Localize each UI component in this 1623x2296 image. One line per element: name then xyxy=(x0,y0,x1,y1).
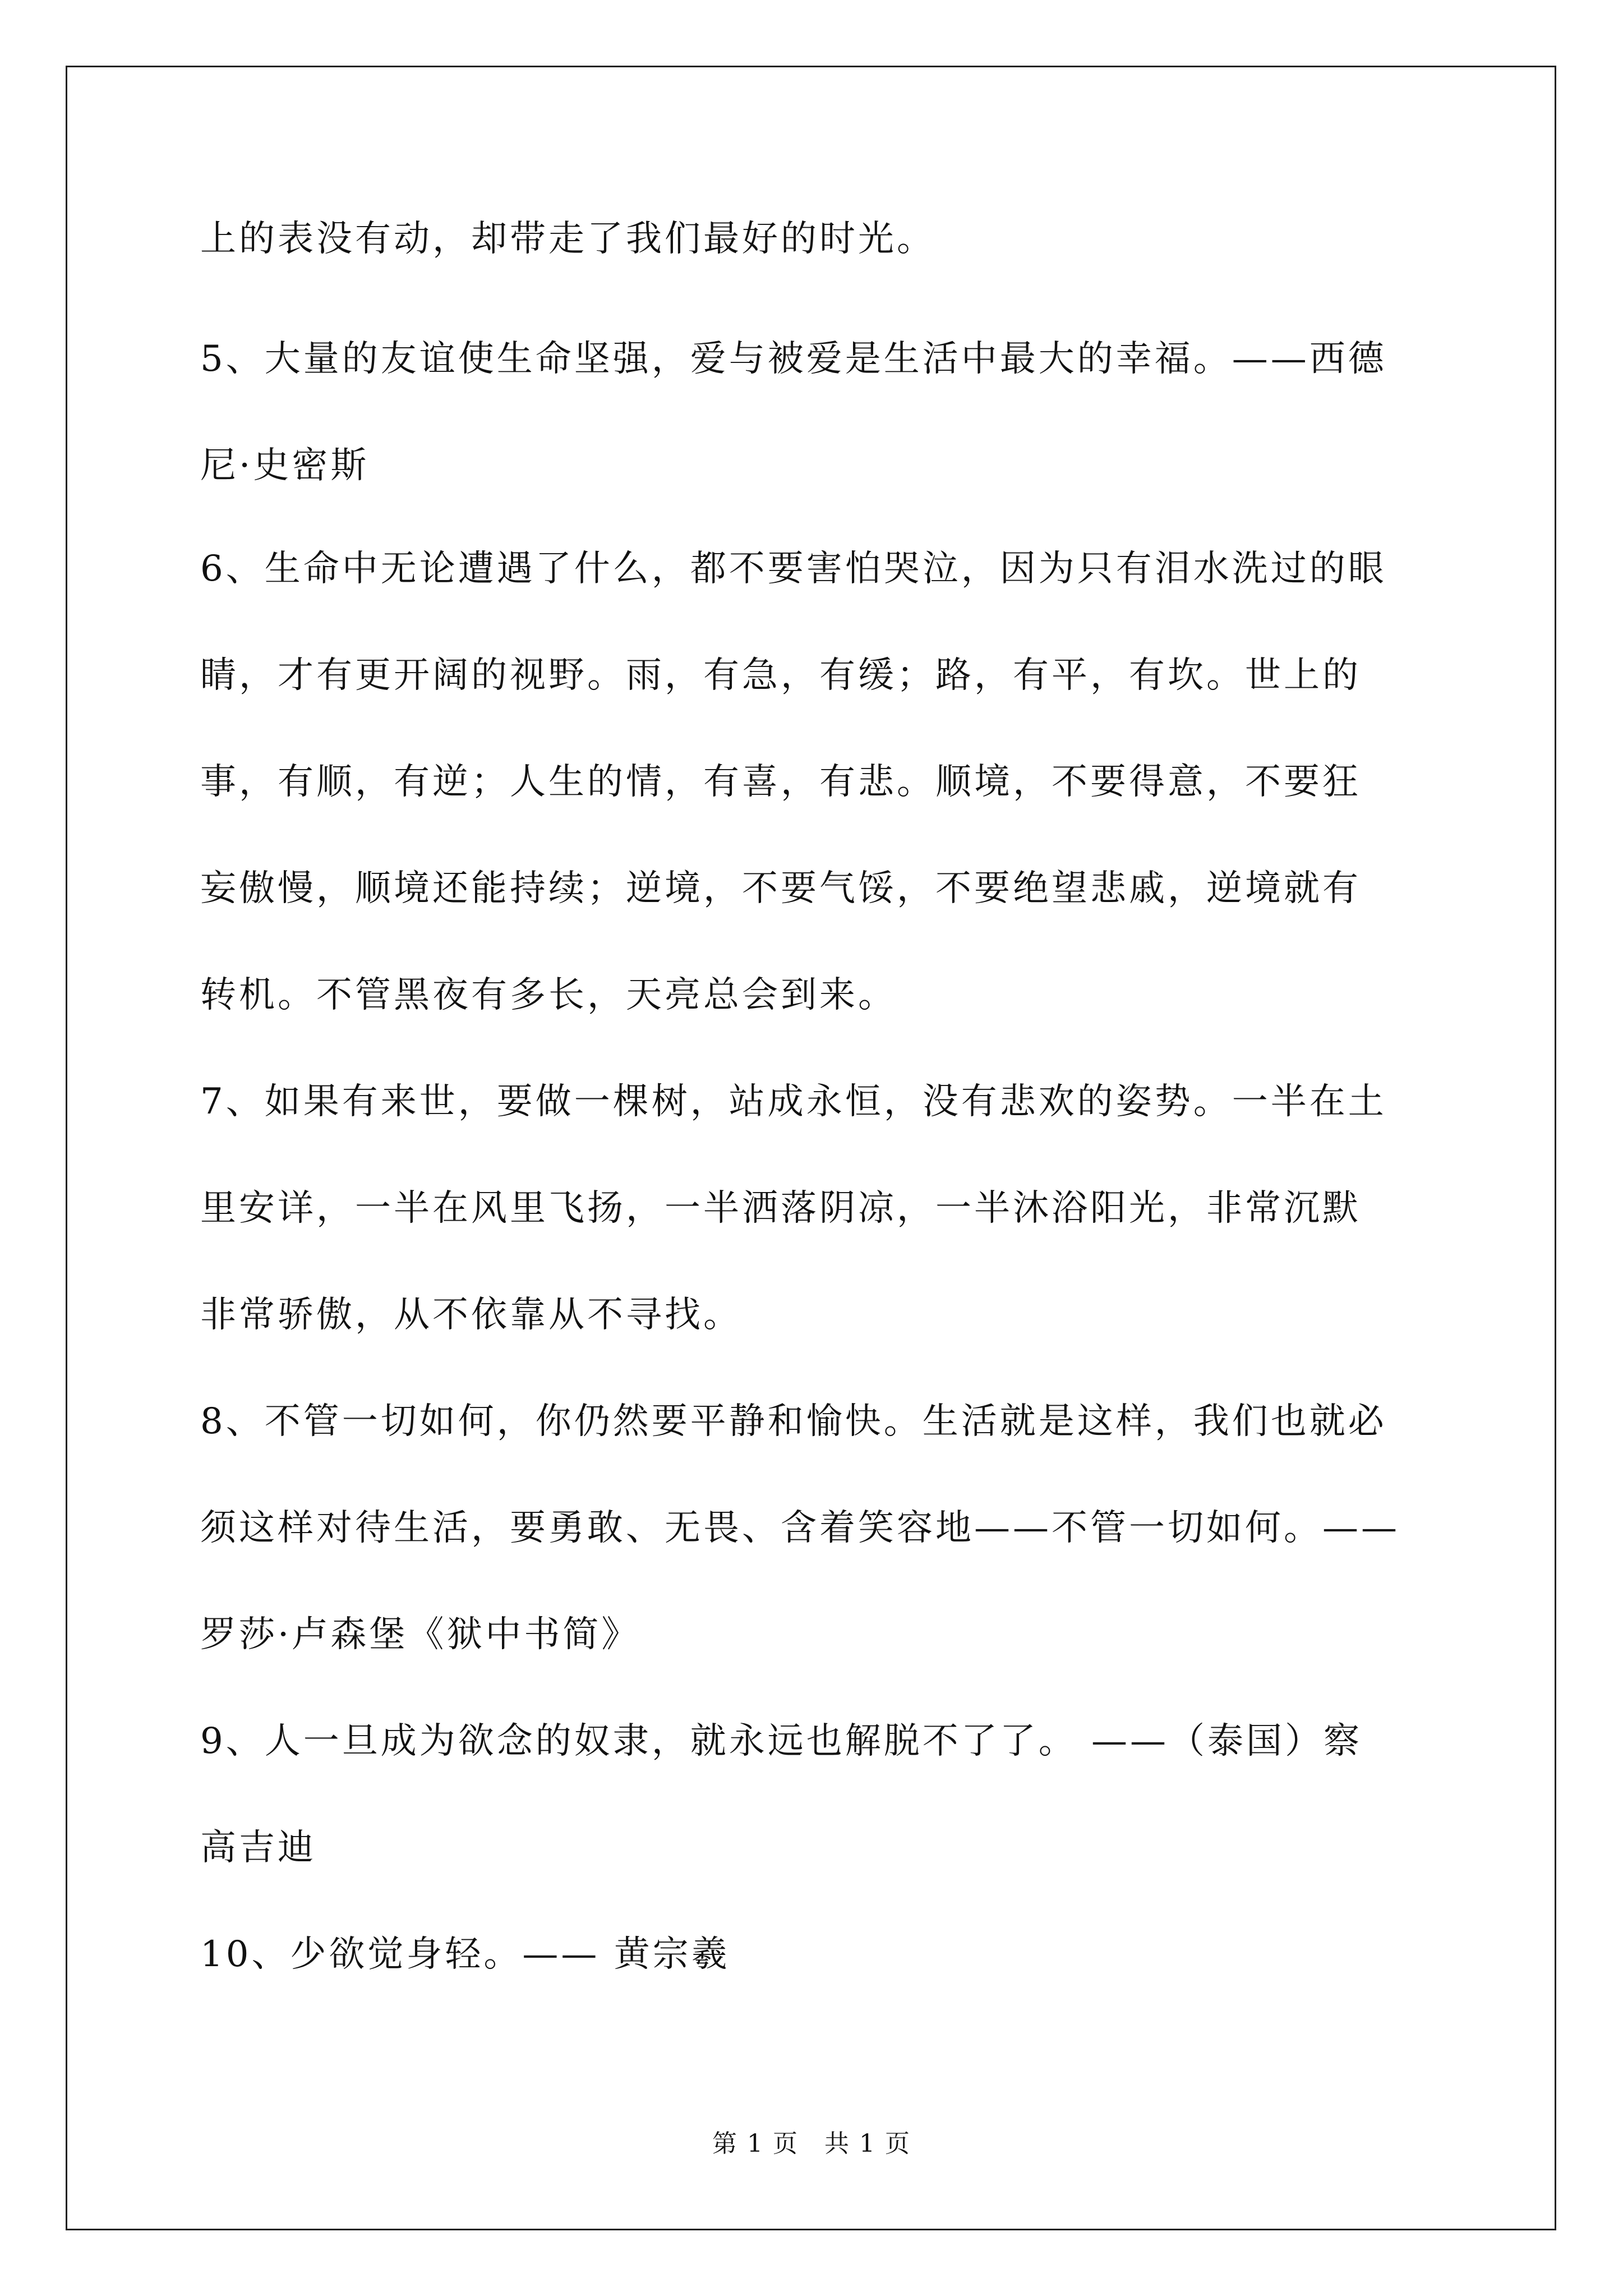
text-line: 5、大量的友谊使生命坚强，爱与被爱是生活中最大的幸福。——西德 xyxy=(200,338,1387,380)
text-line: 上的表没有动，却带走了我们最好的时光。 xyxy=(200,218,935,260)
text-line: 9、人一旦成为欲念的奴隶，就永远也解脱不了了。 ——（泰国）察 xyxy=(200,1720,1363,1762)
text-line: 6、生命中无论遭遇了什么，都不要害怕哭泣，因为只有泪水洗过的眼 xyxy=(200,548,1387,590)
text-line: 睛，才有更开阔的视野。雨，有急，有缓；路，有平，有坎。世上的 xyxy=(200,655,1361,696)
text-line: 7、如果有来世，要做一棵树，站成永恒，没有悲欢的姿势。一半在土 xyxy=(200,1081,1387,1122)
text-line: 妄傲慢，顺境还能持续；逆境，不要气馁，不要绝望悲戚，逆境就有 xyxy=(200,868,1361,909)
text-line: 非常骄傲，从不依靠从不寻找。 xyxy=(200,1294,742,1336)
text-line: 10、少欲觉身轻。—— 黄宗羲 xyxy=(200,1934,730,1975)
text-line: 转机。不管黑夜有多长，天亮总会到来。 xyxy=(200,974,897,1016)
text-line: 8、不管一切如何，你仍然要平静和愉快。生活就是这样，我们也就必 xyxy=(200,1401,1387,1442)
text-line: 罗莎·卢森堡《狱中书简》 xyxy=(200,1614,640,1655)
page-border xyxy=(66,66,1556,2230)
text-line: 尼·史密斯 xyxy=(200,445,370,486)
text-line: 事，有顺，有逆；人生的情，有喜，有悲。顺境，不要得意，不要狂 xyxy=(200,761,1361,803)
text-line: 须这样对待生活，要勇敢、无畏、含着笑容地——不管一切如何。—— xyxy=(200,1507,1400,1549)
page-number-footer: 第 1 页 共 1 页 xyxy=(712,2129,911,2158)
text-line: 里安详，一半在风里飞扬，一半洒落阴凉，一半沐浴阳光，非常沉默 xyxy=(200,1188,1361,1229)
text-line: 高吉迪 xyxy=(200,1827,316,1869)
